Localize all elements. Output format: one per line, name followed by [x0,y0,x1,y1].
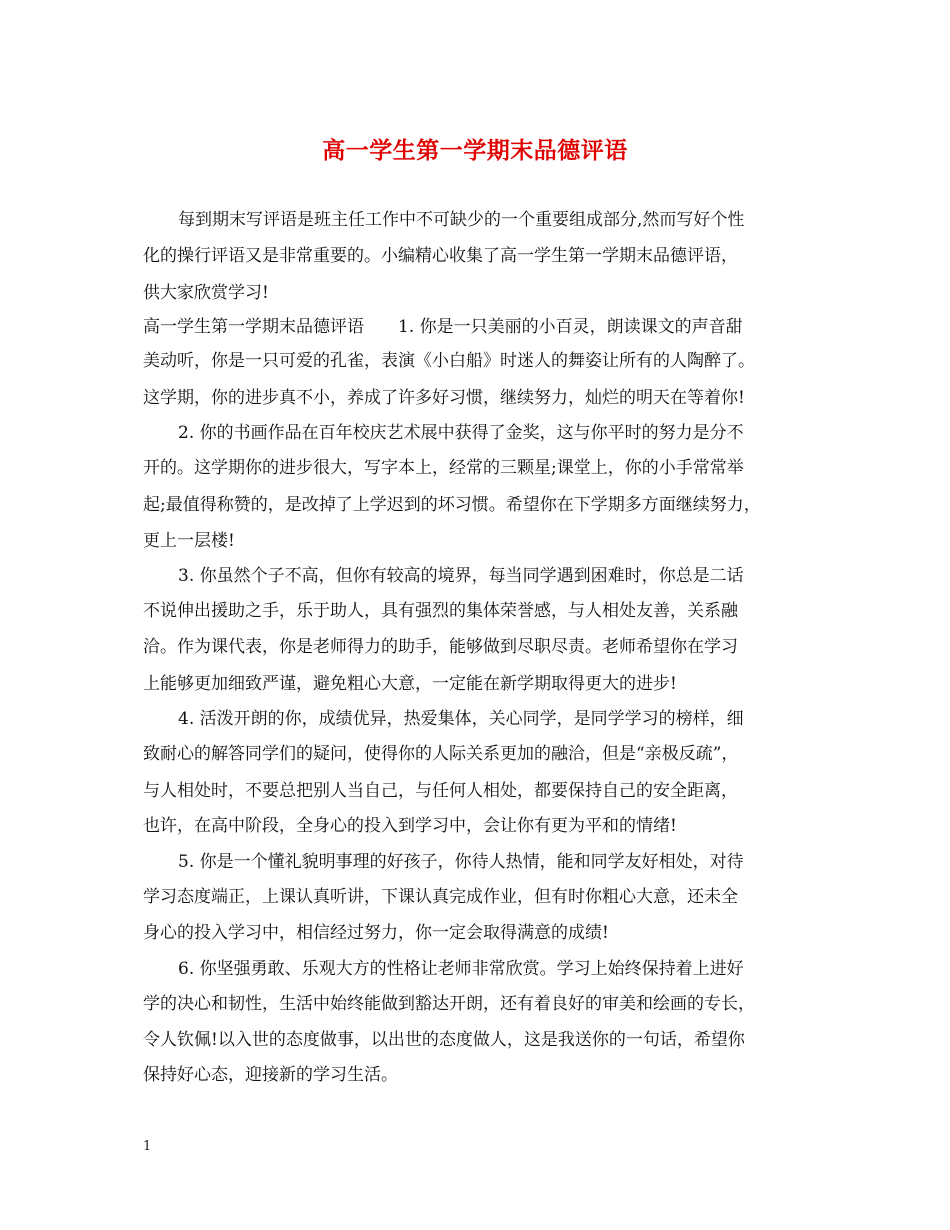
text-line: 身心的投入学习中，相信经过努力，你一定会取得满意的成绩! [143,923,609,943]
text-line: 每到期末写评语是班主任工作中不可缺少的一个重要组成部分,然而写好个性 [178,210,745,230]
text-line: 6. 你坚强勇敢、乐观大方的性格让老师非常欣赏。学习上始终保持着上进好 [178,959,744,979]
text-line: 也许，在高中阶段，全身心的投入到学习中，会让你有更为平和的情绪! [143,816,677,836]
text-line: 4. 活泼开朗的你，成绩优异，热爱集体，关心同学，是同学学习的榜样，细 [178,709,744,729]
text-line: 学的决心和韧性，生活中始终能做到豁达开朗，还有着良好的审美和绘画的专长， [143,994,755,1014]
text-line: 供大家欣赏学习! [143,283,269,303]
text-line: 与人相处时，不要总把别人当自己，与任何人相处，都要保持自己的安全距离， [143,781,738,801]
text-line: 化的操行评语又是非常重要的。小编精心收集了高一学生第一学期末品德评语， [143,246,738,266]
text-line: 洽。作为课代表，你是老师得力的助手，能够做到尽职尽责。老师希望你在学习 [143,637,738,657]
text-line: 上能够更加细致严谨，避免粗心大意，一定能在新学期取得更大的进步! [143,674,677,694]
text-line: 致耐心的解答同学们的疑问，使得你的人际关系更加的融洽，但是“亲极反疏”， [143,744,739,764]
page-number: 1 [143,1139,152,1154]
text-line: 这学期，你的进步真不小，养成了许多好习惯，继续努力，灿烂的明天在等着你! [143,388,745,408]
text-line: 不说伸出援助之手，乐于助人，具有强烈的集体荣誉感，与人相处友善，关系融 [143,601,738,621]
text-line: 起;最值得称赞的，是改掉了上学迟到的坏习惯。希望你在下学期多方面继续努力， [143,495,761,515]
text-line: 高一学生第一学期末品德评语 1. 你是一只美丽的小百灵，朗读课文的声音甜 [143,317,743,337]
text-line: 更上一层楼! [143,531,235,551]
text-line: 美动听，你是一只可爱的孔雀，表演《小白船》时迷人的舞姿让所有的人陶醉了。 [143,351,755,371]
text-line: 3. 你虽然个子不高，但你有较高的境界，每当同学遇到困难时，你总是二话 [178,566,744,586]
text-line: 2. 你的书画作品在百年校庆艺术展中获得了金奖，这与你平时的努力是分不 [178,423,744,443]
text-line: 开的。这学期你的进步很大，写字本上，经常的三颗星;课堂上，你的小手常常举 [143,458,744,478]
text-line: 5. 你是一个懂礼貌明事理的好孩子，你待人热情，能和同学友好相处，对待 [178,852,744,872]
text-line: 学习态度端正，上课认真听讲，下课认真完成作业，但有时你粗心大意，还未全 [143,887,738,907]
text-line: 保持好心态，迎接新的学习生活。 [143,1065,398,1085]
text-line: 令人钦佩!以入世的态度做事，以出世的态度做人，这是我送你的一句话，希望你 [143,1030,745,1050]
document-title: 高一学生第一学期末品德评语 [322,137,628,164]
